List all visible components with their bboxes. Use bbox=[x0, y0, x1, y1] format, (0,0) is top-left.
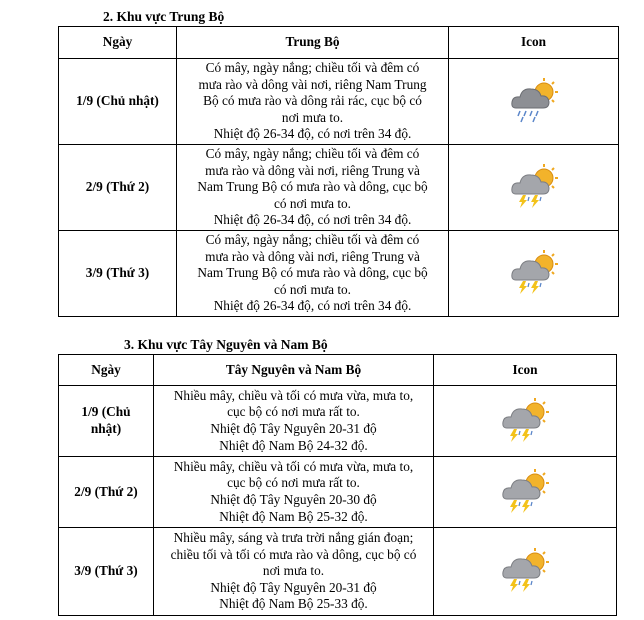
forecast-line: nơi mưa to. bbox=[281, 109, 344, 125]
forecast-cell bbox=[177, 145, 449, 231]
table-row bbox=[59, 231, 619, 317]
forecast-line: Nhiệt độ 26-34 độ, có nơi trên 34 độ. bbox=[213, 298, 412, 314]
forecast-line: cục bộ có nơi mưa rất to. bbox=[227, 404, 360, 420]
icon-cell bbox=[434, 386, 617, 457]
forecast-line: cục bộ có nơi mưa rất to. bbox=[227, 475, 360, 491]
central-region-table bbox=[58, 26, 619, 317]
table-row bbox=[59, 457, 617, 528]
icon-cell bbox=[449, 145, 619, 231]
forecast-cell bbox=[177, 231, 449, 317]
forecast-line: Nhiều mây, chiều và tối có mưa vừa, mưa to, bbox=[173, 387, 414, 403]
icon-cell bbox=[449, 231, 619, 317]
day-cell bbox=[59, 528, 154, 616]
day-line: 1/9 (Chủ bbox=[81, 404, 131, 420]
forecast-line: Có mây, ngày nắng; chiều tối và đêm có bbox=[205, 60, 420, 76]
header-icon: Icon bbox=[449, 27, 619, 59]
forecast-line: có nơi mưa to. bbox=[273, 195, 351, 211]
icon-cell bbox=[434, 528, 617, 616]
forecast-line: Nhiều mây, chiều và tối có mưa vừa, mưa to, bbox=[173, 458, 414, 474]
forecast-cell bbox=[177, 59, 449, 145]
thunderstorm-sun-icon bbox=[499, 465, 551, 515]
thunderstorm-sun-icon bbox=[499, 544, 551, 594]
forecast-line: Nam Trung Bộ có mưa rào và dông, cục bộ bbox=[197, 179, 428, 195]
table-row bbox=[59, 386, 617, 457]
forecast-line: Nhiệt độ Nam Bộ 24-32 độ. bbox=[219, 437, 368, 453]
day-line: 3/9 (Thứ 3) bbox=[74, 563, 138, 579]
section-2-title: 2. Khu vực Trung Bộ bbox=[103, 9, 225, 24]
thunderstorm-sun-icon bbox=[508, 246, 560, 296]
header-icon: Icon bbox=[434, 355, 617, 386]
icon-cell bbox=[449, 59, 619, 145]
table-row bbox=[59, 145, 619, 231]
day-cell: 1/9 (Chủ nhật) bbox=[59, 59, 177, 145]
day-line: nhật) bbox=[90, 421, 122, 436]
header-region: Trung Bộ bbox=[177, 27, 449, 59]
forecast-line: Nhiệt độ 26-34 độ, có nơi trên 34 độ. bbox=[213, 212, 412, 228]
thunderstorm-sun-icon bbox=[508, 160, 560, 210]
forecast-line: Nhiệt độ Nam Bộ 25-32 độ. bbox=[219, 508, 368, 524]
section-3-title: 3. Khu vực Tây Nguyên và Nam Bộ bbox=[124, 337, 328, 352]
highlands-south-table bbox=[58, 354, 617, 616]
forecast-line: Nhiệt độ Nam Bộ 25-33 độ. bbox=[219, 596, 368, 612]
forecast-line: chiều tối và tối có mưa rào và dông, cục bộ có bbox=[170, 546, 417, 562]
forecast-cell bbox=[154, 457, 434, 528]
forecast-line: Nhiệt độ 26-34 độ, có nơi trên 34 độ. bbox=[213, 126, 412, 142]
icon-cell bbox=[434, 457, 617, 528]
day-line: 2/9 (Thứ 2) bbox=[74, 483, 138, 499]
header-day: Ngày bbox=[59, 27, 177, 59]
forecast-cell bbox=[154, 386, 434, 457]
forecast-cell bbox=[154, 528, 434, 616]
forecast-line: Nhiệt độ Tây Nguyên 20-30 độ bbox=[210, 492, 377, 507]
forecast-line: Nhiệt độ Tây Nguyên 20-31 độ bbox=[210, 421, 377, 436]
day-cell: 2/9 (Thứ 2) bbox=[59, 145, 177, 231]
forecast-line: mưa rào và dông vài nơi, riêng Trung và bbox=[205, 248, 420, 264]
table-row bbox=[59, 528, 617, 616]
rain-cloud-sun-icon bbox=[508, 74, 560, 124]
day-cell bbox=[59, 386, 154, 457]
forecast-line: Nam Trung Bộ có mưa rào và dông, cục bộ bbox=[197, 265, 428, 281]
day-cell bbox=[59, 457, 154, 528]
forecast-line: Nhiệt độ Tây Nguyên 20-31 độ bbox=[210, 579, 377, 595]
day-cell: 3/9 (Thứ 3) bbox=[59, 231, 177, 317]
forecast-line: Có mây, ngày nắng; chiều tối và đêm có bbox=[205, 146, 420, 162]
table-row bbox=[59, 59, 619, 145]
forecast-line: mưa rào và dông vài nơi, riêng Trung và bbox=[205, 162, 420, 178]
forecast-line: Bộ có mưa rào và dông rải rác, cục bộ có bbox=[203, 93, 422, 109]
thunderstorm-sun-icon bbox=[499, 394, 551, 444]
forecast-line: Có mây, ngày nắng; chiều tối và đêm có bbox=[205, 232, 420, 248]
header-day: Ngày bbox=[59, 355, 154, 386]
forecast-line: có nơi mưa to. bbox=[273, 281, 351, 297]
forecast-line: mưa rào và dông vài nơi, riêng Nam Trung bbox=[198, 76, 427, 92]
forecast-line: Nhiều mây, sáng và trưa trời nắng gián đoạn; bbox=[173, 530, 414, 546]
forecast-line: nơi mưa to. bbox=[262, 563, 325, 579]
header-region: Tây Nguyên và Nam Bộ bbox=[154, 355, 434, 386]
